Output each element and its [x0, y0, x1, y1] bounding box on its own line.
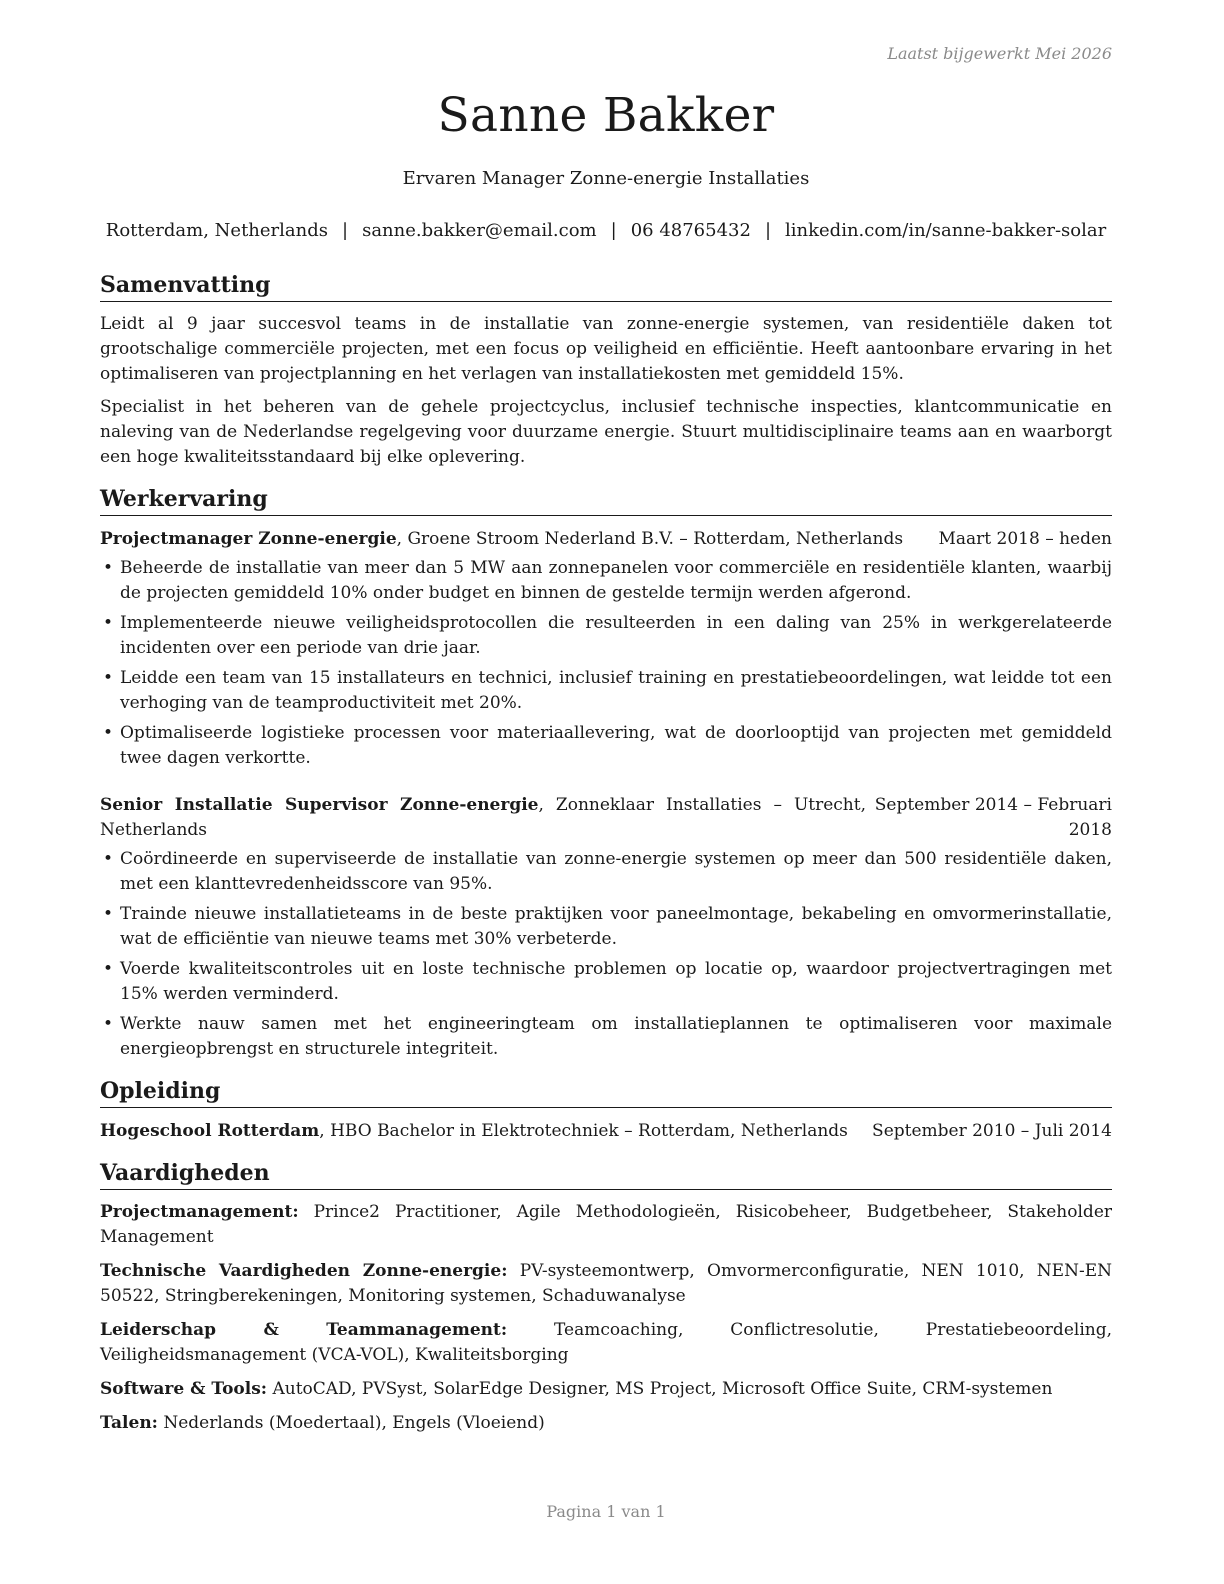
bullet-icon: •	[103, 723, 114, 743]
job-bullets	[100, 556, 1112, 771]
job-company: , Groene Stroom Nederland B.V. – Rotterdam, Netherlands	[396, 529, 904, 549]
education-period: September 2010 – Juli 2014	[872, 1121, 1112, 1141]
contact-line	[100, 220, 1112, 241]
job-bullet: • Coördineerde en superviseerde de installatie van zonne-energie systemen op meer dan 500 residentiële daken, met een klanttevredenheidsscore van 95%.	[103, 849, 1112, 894]
skill-label: Leiderschap & Teammanagement:	[100, 1320, 508, 1340]
job-bullets	[100, 847, 1112, 1062]
education-header	[100, 1119, 1112, 1144]
contact-linkedin: linkedin.com/in/sanne-bakker-solar	[785, 220, 1107, 241]
job-bullet: • Leidde een team van 15 installateurs en technici, inclusief training en prestatiebeoordelingen, wat leidde tot een verhoging van de teamproductiviteit met 20%.	[103, 668, 1112, 713]
job-role: Senior Installatie Supervisor Zonne-energie	[100, 795, 539, 815]
summary-section	[100, 270, 1112, 470]
section-title-summary: Samenvatting	[100, 270, 1112, 302]
skill-value: PV-systeemontwerp, Omvormerconfiguratie, NEN 1010, NEN-EN 50522, Stringberekeningen, Monitoring systemen, Schaduwanalyse	[100, 1261, 1112, 1306]
job-bullet: • Voerde kwaliteitscontroles uit en loste technische problemen op locatie op, waardoor projectvertragingen met 15% werden verminderd.	[103, 959, 1112, 1004]
bullet-icon: •	[103, 668, 114, 688]
contact-location: Rotterdam, Netherlands	[105, 220, 328, 241]
skill-value: Nederlands (Moedertaal), Engels (Vloeiend)	[157, 1413, 545, 1433]
job-bullet: • Optimaliseerde logistieke processen voor materiaallevering, wat de doorlooptijd van projecten met gemiddeld twee dagen verkortte.	[103, 723, 1112, 768]
skill-value: AutoCAD, PVSyst, SolarEdge Designer, MS Project, Microsoft Office Suite, CRM-systemen	[267, 1379, 1053, 1399]
summary-paragraph: Leidt al 9 jaar succesvol teams in de installatie van zonne-energie systemen, van residentiële daken tot grootschalige commerciële projecten, met een focus op veiligheid en efficiëntie. Heeft aantoonbare ervaring in het optimaliseren van projectplanning en het verlagen van installatiekosten met gemiddeld 15%.	[100, 314, 1112, 384]
page-number: Pagina 1 van 1	[546, 1502, 666, 1521]
job-header	[100, 793, 1112, 843]
bullet-icon: •	[103, 613, 114, 633]
job-bullet: • Werkte nauw samen met het engineeringteam om installatieplannen te optimaliseren voor maximale energieopbrengst en structurele integriteit.	[103, 1014, 1112, 1059]
job-entry	[100, 527, 1112, 771]
education-school: Hogeschool Rotterdam	[100, 1121, 320, 1141]
skill-row	[100, 1318, 1112, 1368]
contact-phone: 06 48765432	[630, 220, 751, 241]
skill-row	[100, 1377, 1112, 1402]
job-period: September 2014 – Februari 2018	[874, 795, 1112, 840]
bullet-icon: •	[103, 904, 114, 924]
skill-row	[100, 1200, 1112, 1250]
summary-paragraph: Specialist in het beheren van de gehele projectcyclus, inclusief technische inspecties, klantcommunicatie en naleving van de Nederlandse regelgeving voor duurzame energie. Stuurt multidisciplinaire teams aan en waarborgt een hoge kwaliteitsstandaard bij elke oplevering.	[100, 397, 1112, 467]
job-bullet: • Implementeerde nieuwe veiligheidsprotocollen die resulteerden in een daling van 25% in werkgerelateerde incidenten over een periode van drie jaar.	[103, 613, 1112, 658]
resume-page	[100, 0, 1112, 1584]
skill-label: Talen:	[100, 1413, 158, 1433]
bullet-icon: •	[103, 849, 114, 869]
candidate-name: Sanne Bakker	[437, 88, 775, 143]
candidate-title: Ervaren Manager Zonne-energie Installaties	[402, 168, 810, 189]
skill-label: Projectmanagement:	[100, 1202, 299, 1222]
skill-value: Teamcoaching, Conflictresolutie, Prestatiebeoordeling, Veiligheidsmanagement (VCA-VOL), Kwaliteitsborging	[100, 1320, 1112, 1365]
skill-value: Prince2 Practitioner, Agile Methodologieën, Risicobeheer, Budgetbeheer, Stakeholder Management	[100, 1202, 1112, 1247]
contact-separator: |	[610, 220, 617, 241]
job-bullet: • Beheerde de installatie van meer dan 5 MW aan zonnepanelen voor commerciële en residentiële klanten, waarbij de projecten gemiddeld 10% onder budget en binnen de gestelde termijn werden afgerond.	[103, 558, 1112, 603]
skill-label: Technische Vaardigheden Zonne-energie:	[100, 1261, 508, 1281]
contact-separator: |	[764, 220, 772, 241]
section-title-experience: Werkervaring	[100, 484, 1112, 516]
skills-section	[100, 1158, 1112, 1436]
last-updated-note: Laatst bijgewerkt Mei 2026	[887, 44, 1112, 63]
section-title-skills: Vaardigheden	[100, 1158, 1112, 1190]
skill-row	[100, 1411, 1112, 1436]
section-title-education: Opleiding	[100, 1076, 1112, 1108]
job-header	[100, 527, 1112, 552]
job-role: Projectmanager Zonne-energie	[100, 529, 397, 549]
bullet-icon: •	[103, 1014, 114, 1034]
education-entry	[100, 1119, 1112, 1144]
resume-content	[100, 270, 1112, 1450]
job-company: , Zonneklaar Installaties – Utrecht, Netherlands	[100, 795, 866, 840]
job-period: Maart 2018 – heden	[938, 529, 1112, 549]
bullet-icon: •	[103, 558, 114, 578]
contact-separator: |	[342, 220, 349, 241]
bullet-icon: •	[103, 959, 114, 979]
experience-section	[100, 484, 1112, 1062]
job-bullet: • Trainde nieuwe installatieteams in de beste praktijken voor paneelmontage, bekabeling en omvormerinstallatie, wat de efficiëntie van nieuwe teams met 30% verbeterde.	[103, 904, 1112, 949]
education-section	[100, 1076, 1112, 1144]
education-degree: , HBO Bachelor in Elektrotechniek – Rotterdam, Netherlands	[319, 1121, 848, 1141]
skill-label: Software & Tools:	[100, 1379, 268, 1399]
job-entry	[100, 793, 1112, 1062]
contact-email: sanne.bakker@email.com	[362, 220, 597, 241]
skill-row	[100, 1259, 1112, 1309]
